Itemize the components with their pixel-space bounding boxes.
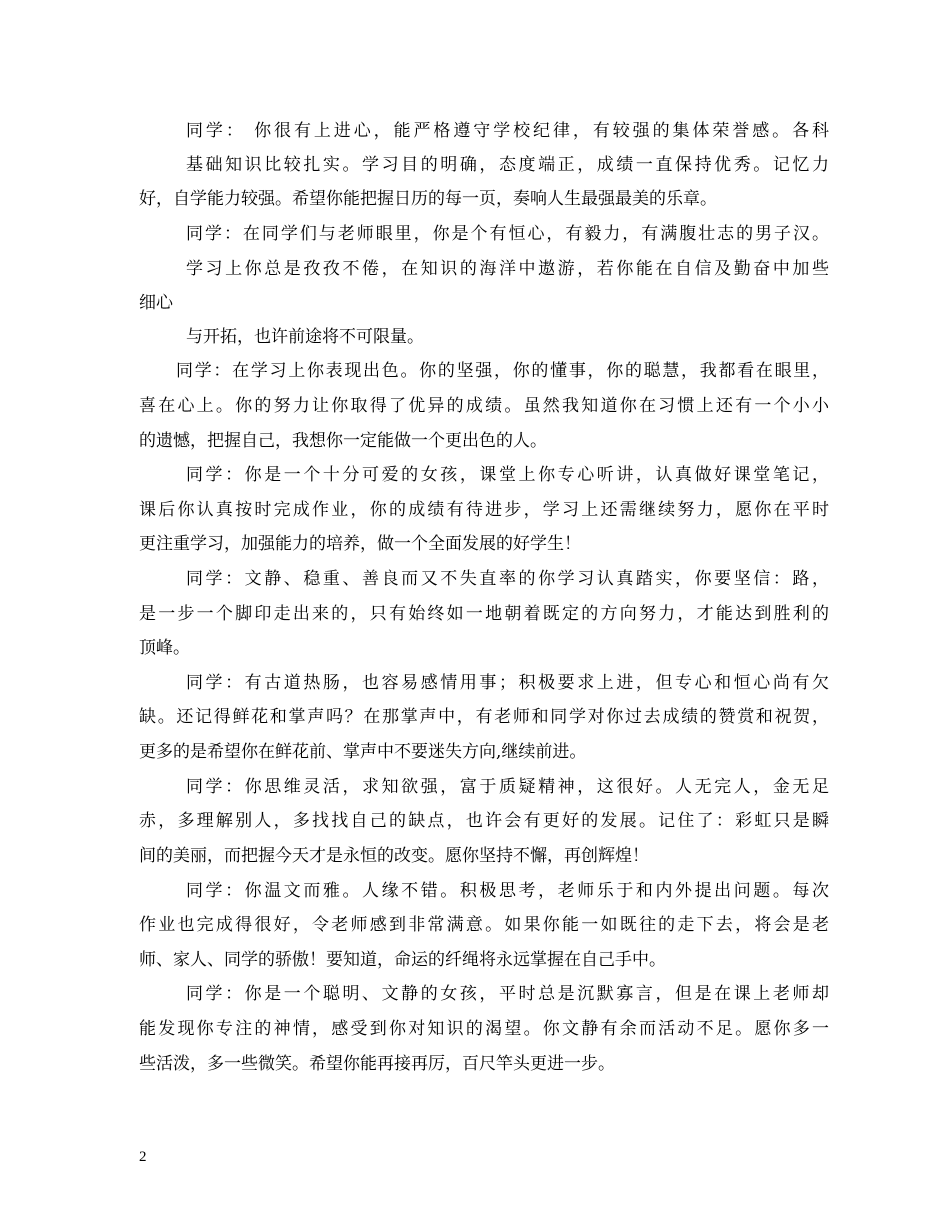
text-line: 的遗憾，把握自己，我想你一定能做一个更出色的人。 xyxy=(139,431,547,451)
text-line: 同学：你温文而雅。人缘不错。积极思考，老师乐于和内外提出问题。每次 xyxy=(186,881,829,901)
text-line: 能发现你专注的神情，感受到你对知识的渴望。你文静有余而活动不足。愿你多一 xyxy=(139,1019,829,1039)
text-line: 同学：在学习上你表现出色。你的坚强，你的懂事，你的聪慧，我都看在眼里， xyxy=(176,361,829,381)
page-number: 2 xyxy=(139,1149,147,1165)
text-line: 好，自学能力较强。希望你能把握日历的每一页，奏响人生最强最美的乐章。 xyxy=(139,189,717,209)
text-line: 学习上你总是孜孜不倦，在知识的海洋中遨游，若你能在自信及勤奋中加些 xyxy=(186,259,829,279)
text-line: 细心 xyxy=(139,293,173,313)
text-line: 同学：你是一个十分可爱的女孩，课堂上你专心听讲，认真做好课堂笔记， xyxy=(186,465,829,485)
text-line: 师、家人、同学的骄傲！要知道，命运的纤绳将永远掌握在自己手中。 xyxy=(139,950,666,970)
text-line: 更多的是希望你在鲜花前、掌声中不要迷失方向,继续前进。 xyxy=(139,742,587,762)
text-line: 同学：你是一个聪明、文静的女孩，平时总是沉默寡言，但是在课上老师却 xyxy=(186,984,829,1004)
text-line: 同学：你思维灵活，求知欲强，富于质疑精神，这很好。人无完人，金无足 xyxy=(186,777,829,797)
text-line: 同学：文静、稳重、善良而又不失直率的你学习认真踏实，你要坚信：路， xyxy=(186,569,829,589)
text-line: 是一步一个脚印走出来的，只有始终如一地朝着既定的方向努力，才能达到胜利的 xyxy=(139,604,829,624)
text-line: 更注重学习，加强能力的培养，做一个全面发展的好学生！ xyxy=(139,534,581,554)
text-line: 课后你认真按时完成作业，你的成绩有待进步，学习上还需继续努力，愿你在平时 xyxy=(139,500,829,520)
text-line: 间的美丽，而把握今天才是永恒的改变。愿你坚持不懈，再创辉煌！ xyxy=(139,846,649,866)
text-line: 基础知识比较扎实。学习目的明确，态度端正，成绩一直保持优秀。记忆力 xyxy=(186,155,829,175)
text-line: 同学：有古道热肠，也容易感情用事；积极要求上进，但专心和恒心尚有欠 xyxy=(186,673,829,693)
text-line: 缺。还记得鲜花和掌声吗？在那掌声中，有老师和同学对你过去成绩的赞赏和祝贺， xyxy=(139,707,829,727)
text-line: 作业也完成得很好，令老师感到非常满意。如果你能一如既往的走下去，将会是老 xyxy=(139,915,829,935)
text-line: 些活泼，多一些微笑。希望你能再接再厉，百尺竿头更进一步。 xyxy=(139,1054,615,1074)
text-line: 与开拓，也许前途将不可限量。 xyxy=(186,327,424,347)
text-line: 同学：在同学们与老师眼里，你是个有恒心，有毅力，有满腹壮志的男子汉。 xyxy=(186,224,829,244)
text-line: 喜在心上。你的努力让你取得了优异的成绩。虽然我知道你在习惯上还有一个小小 xyxy=(139,396,829,416)
text-line: 同学： 你很有上进心，能严格遵守学校纪律，有较强的集体荣誉感。各科 xyxy=(186,121,829,141)
text-line: 赤，多理解别人，多找找自己的缺点，也许会有更好的发展。记住了：彩虹只是瞬 xyxy=(139,811,829,831)
text-line: 顶峰。 xyxy=(139,638,190,658)
